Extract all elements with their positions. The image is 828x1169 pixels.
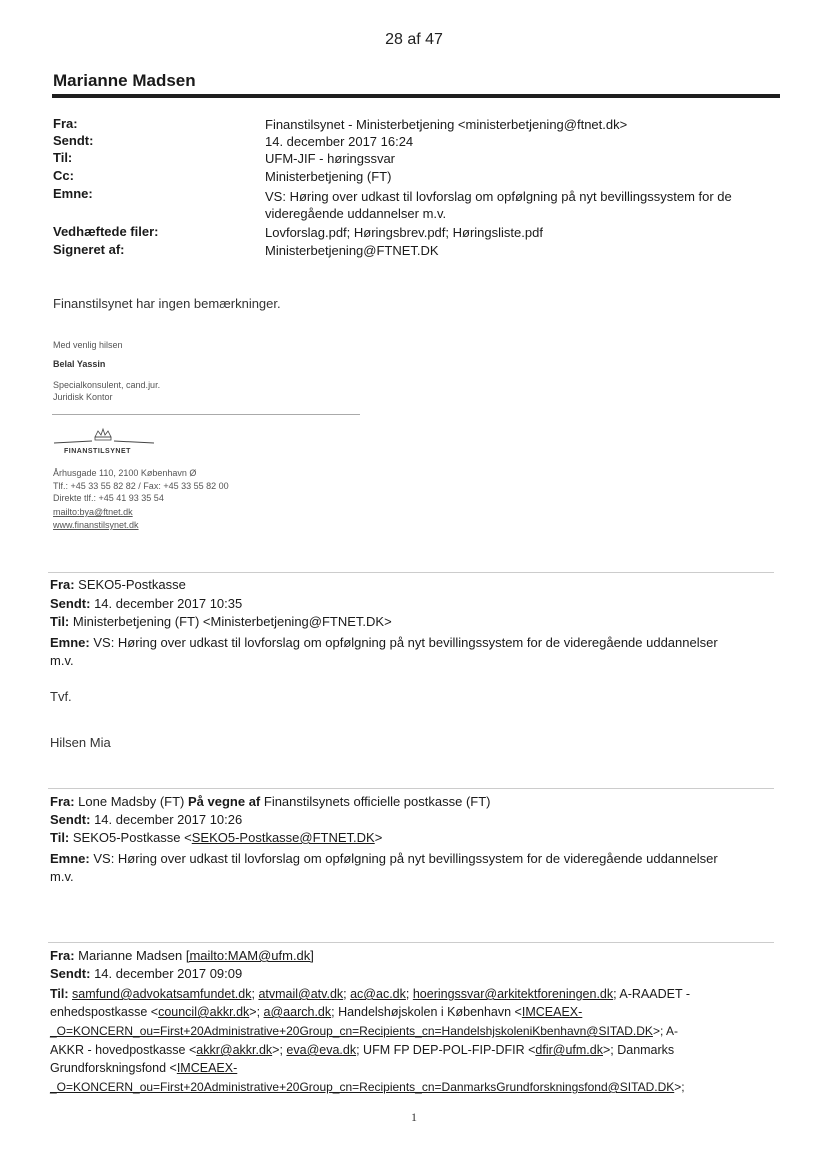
title-rule: [52, 94, 780, 98]
mail2-fra: Fra: SEKO5-Postkasse: [50, 577, 186, 592]
mail3-til-link[interactable]: SEKO5-Postkasse@FTNET.DK: [191, 830, 375, 845]
mail2-emne: Emne: VS: Høring over udkast til lovforslag om opfølgning på nyt bevillingssystem for de videregående uddannelser: [50, 635, 718, 650]
signature-role: Specialkonsulent, cand.jur.: [53, 380, 161, 390]
emne-value-line2: videregående uddannelser m.v.: [265, 206, 447, 221]
vedhaeftede-value: Lovforslag.pdf; Høringsbrev.pdf; Høringsliste.pdf: [265, 225, 543, 240]
til-link-handelshojskolen[interactable]: _O=KONCERN_ou=First+20Administrative+20Group_cn=Recipients_cn=HandelshjskoleniKbenhavn@SITAD.DK: [50, 1024, 653, 1038]
mail4-til-line5: Grundforskningsfond <IMCEAEX-: [50, 1061, 238, 1075]
mail2-text-hilsen: Hilsen Mia: [50, 735, 111, 750]
til-link-ac[interactable]: ac@ac.dk: [350, 987, 406, 1001]
mail3-til: Til: SEKO5-Postkasse <SEKO5-Postkasse@FTNET.DK>: [50, 830, 383, 845]
mail4-fra: Fra: Marianne Madsen [mailto:MAM@ufm.dk]: [50, 948, 314, 963]
mail4-fra-link[interactable]: [mailto:MAM@ufm.dk]: [185, 948, 314, 963]
document-title: Marianne Madsen: [53, 71, 196, 90]
til-link-imceaex-1[interactable]: IMCEAEX-: [521, 1005, 583, 1019]
mail2-text-tvf: Tvf.: [50, 689, 72, 704]
signeret-label: Signeret af:: [53, 242, 125, 257]
signature-web-link[interactable]: www.finanstilsynet.dk: [53, 520, 139, 530]
mail3-fra: Fra: Lone Madsby (FT) På vegne af Finanstilsynets officielle postkasse (FT): [50, 794, 491, 809]
mail2-emne-line2: m.v.: [50, 653, 74, 668]
emne-value-line1: VS: Høring over udkast til lovforslag om opfølgning på nyt bevillingssystem for de: [265, 189, 732, 204]
mail3-emne-line2: m.v.: [50, 869, 74, 884]
til-link-imceaex-2[interactable]: IMCEAEX-: [176, 1061, 238, 1075]
til-label: Til:: [53, 150, 73, 165]
til-link-council[interactable]: council@akkr.dk: [158, 1005, 250, 1019]
signature-address: Århusgade 110, 2100 København Ø: [53, 468, 197, 478]
til-link-aarch[interactable]: a@aarch.dk: [263, 1005, 332, 1019]
mail-separator-3: [48, 942, 774, 943]
signature-office: Juridisk Kontor: [53, 392, 113, 402]
til-link-dfir[interactable]: dfir@ufm.dk: [535, 1043, 603, 1057]
vedhaeftede-label: Vedhæftede filer:: [53, 224, 159, 239]
signeret-value: Ministerbetjening@FTNET.DK: [265, 243, 439, 258]
til-link-arkitektforeningen[interactable]: hoeringssvar@arkitektforeningen.dk: [412, 987, 614, 1001]
mail-separator-1: [48, 572, 774, 573]
body-message: Finanstilsynet har ingen bemærkninger.: [53, 296, 281, 311]
til-link-atv[interactable]: atvmail@atv.dk: [258, 987, 344, 1001]
til-link-eva[interactable]: eva@eva.dk: [286, 1043, 357, 1057]
til-link-akkr[interactable]: akkr@akkr.dk: [196, 1043, 273, 1057]
mail4-til-line2: enhedspostkasse <council@akkr.dk>; a@aarch.dk; Handelshøjskolen i København <IMCEAEX-: [50, 1005, 583, 1019]
logo-text: FINANSTILSYNET: [64, 448, 131, 455]
mail4-til-line1: Til: samfund@advokatsamfundet.dk; atvmail@atv.dk; ac@ac.dk; hoeringssvar@arkitektforeningen.dk; A-RAADET -: [50, 987, 691, 1001]
mail4-til-line3: _O=KONCERN_ou=First+20Administrative+20Group_cn=Recipients_cn=HandelshjskoleniKbenhavn@SITAD.DK>; A-: [50, 1024, 678, 1038]
cc-label: Cc:: [53, 168, 74, 183]
footer-page-number: 1: [411, 1110, 417, 1124]
mail4-til-line4: AKKR - hovedpostkasse <akkr@akkr.dk>; eva@eva.dk; UFM FP DEP-POL-FIP-DFIR <dfir@ufm.dk>; Danmarks: [50, 1043, 675, 1057]
signature-divider: [52, 414, 360, 415]
sendt-label: Sendt:: [53, 133, 94, 148]
signature-direct-phone: Direkte tlf.: +45 41 93 35 54: [53, 493, 164, 503]
signature-name: Belal Yassin: [53, 359, 106, 369]
mail2-til: Til: Ministerbetjening (FT) <Ministerbetjening@FTNET.DK>: [50, 614, 392, 629]
mail4-til-line6: _O=KONCERN_ou=First+20Administrative+20Group_cn=Recipients_cn=DanmarksGrundforskningsfond@SITAD.DK>;: [50, 1080, 685, 1094]
sendt-value: 14. december 2017 16:24: [265, 134, 414, 149]
mail4-sendt: Sendt: 14. december 2017 09:09: [50, 966, 243, 981]
fra-value: Finanstilsynet - Ministerbetjening <ministerbetjening@ftnet.dk>: [265, 117, 628, 132]
signature-phone: Tlf.: +45 33 55 82 82 / Fax: +45 33 55 82 00: [53, 481, 229, 491]
til-link-advokatsamfundet[interactable]: samfund@advokatsamfundet.dk: [72, 987, 252, 1001]
signature-mail-link[interactable]: mailto:bya@ftnet.dk: [53, 507, 133, 517]
til-value: UFM-JIF - høringssvar: [265, 151, 395, 166]
mail2-sendt: Sendt: 14. december 2017 10:35: [50, 596, 243, 611]
mail3-sendt: Sendt: 14. december 2017 10:26: [50, 812, 243, 827]
til-link-grundforskningsfond[interactable]: _O=KONCERN_ou=First+20Administrative+20Group_cn=Recipients_cn=DanmarksGrundforskningsfond@SITAD.DK: [50, 1080, 675, 1094]
mail3-emne: Emne: VS: Høring over udkast til lovforslag om opfølgning på nyt bevillingssystem for de videregående uddannelser: [50, 851, 718, 866]
page-number: 28 af 47: [385, 31, 443, 48]
signature-greeting: Med venlig hilsen: [53, 340, 123, 350]
mail-separator-2: [48, 788, 774, 789]
fra-label: Fra:: [53, 116, 78, 131]
cc-value: Ministerbetjening (FT): [265, 169, 392, 184]
emne-label: Emne:: [53, 186, 93, 201]
finanstilsynet-crown-logo: [52, 425, 162, 461]
